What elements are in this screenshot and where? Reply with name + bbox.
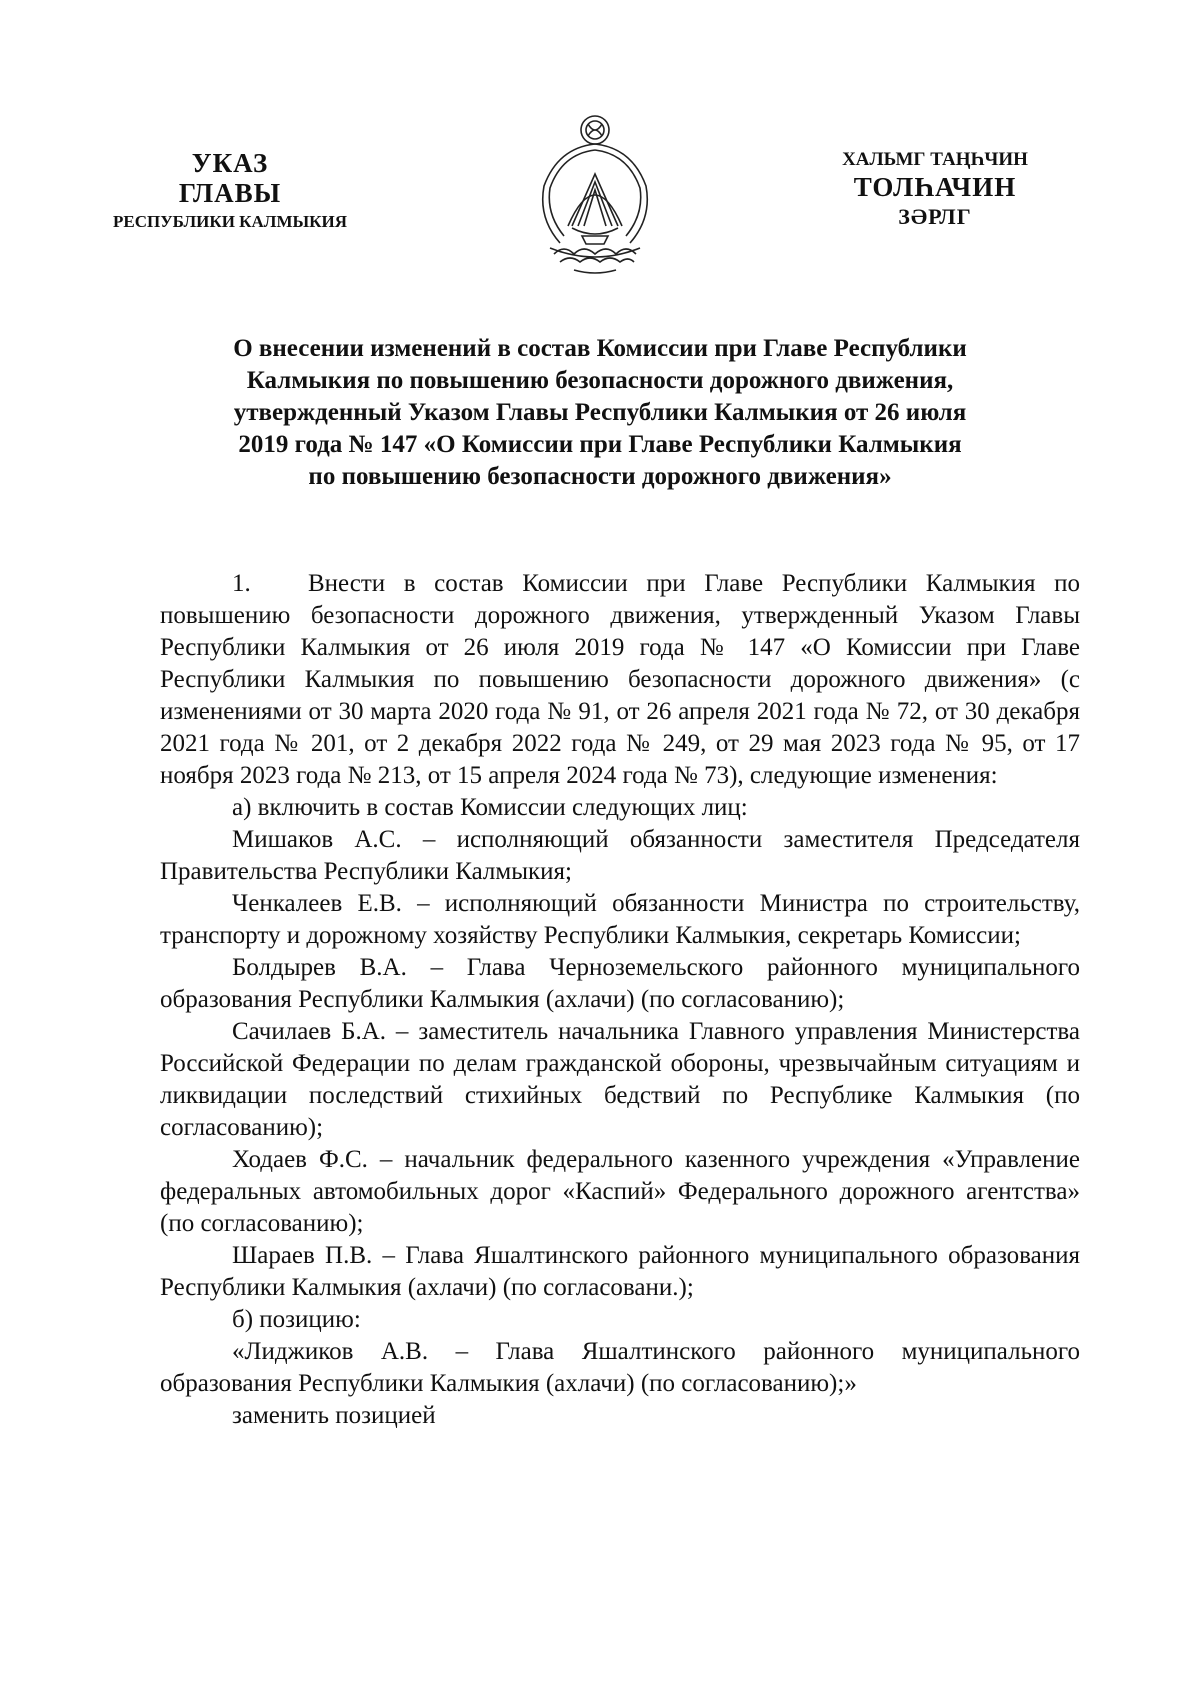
member-entry: Ходаев Ф.С. – начальник федерального казенного учреждения «Управление федеральных автомобильных дорог «Каспий» Федерального дорожного агентства» (по согласованию); bbox=[160, 1146, 1080, 1237]
item-1-text: Внести в состав Комиссии при Главе Республики Калмыкия по повышению безопасности дорожного движения, утвержденный Указом Главы Республики Калмыкия от 26 июля 2019 года № 147 «О Комиссии при Главе Республики Калмыкия по повышению безопасности дорожного движения» (с изменениями от 30 марта 2020 года № 91, от 26 апреля 2021 года № 72, от 30 декабря 2021 года № 201, от 2 декабря 2022 года № 249, от 29 мая 2023 года № 95, от 17 ноября 2023 года № 213, от 15 апреля 2024 года № 73), следующие изменения: bbox=[160, 570, 1080, 789]
header-right-line1: ХАЛЬМГ ТАҢҺЧИН bbox=[842, 149, 1028, 170]
kalmykia-coat-of-arms-icon bbox=[520, 108, 670, 276]
member-entry: Ченкалеев Е.В. – исполняющий обязанности Министра по строительству, транспорту и дорожному хозяйству Республики Калмыкия, секретарь Комиссии; bbox=[160, 890, 1080, 949]
header-right bbox=[815, 148, 1055, 231]
header-left-title: УКАЗ bbox=[191, 148, 269, 178]
title-line: 2019 года № 147 «О Комиссии при Главе Республики Калмыкия bbox=[238, 431, 962, 458]
header-left bbox=[60, 148, 400, 232]
member-entry: Болдырев В.А. – Глава Черноземельского районного муниципального образования Республики Калмыкия (ахлачи) (по согласованию); bbox=[160, 954, 1080, 1013]
member-entry: Шараев П.В. – Глава Яшалтинского районного муниципального образования Республики Калмыкия (ахлачи) (по согласовани.); bbox=[160, 1242, 1080, 1301]
header-left-republic: РЕСПУБЛИКИ КАЛМЫКИЯ bbox=[112, 212, 348, 232]
header-right-line3: ЗӘРЛГ bbox=[898, 204, 972, 230]
quoted-position: «Лиджиков А.В. – Глава Яшалтинского районного муниципального образования Республики Калмыкия (ахлачи) (по согласованию);» bbox=[160, 1338, 1080, 1397]
decree-title bbox=[150, 333, 1050, 493]
sub-item-a: а) включить в состав Комиссии следующих лиц: bbox=[232, 794, 748, 821]
item-1-number: 1. bbox=[232, 570, 251, 597]
item-1 bbox=[160, 568, 1080, 792]
header-right-line2: ТОЛҺАЧИН bbox=[853, 172, 1017, 203]
member-entry: Сачилаев Б.А. – заместитель начальника Главного управления Министерства Российской Федерации по делам гражданской обороны, чрезвычайным ситуациям и ликвидации последствий стихийных бедствий по Республике Калмыкия (по согласованию); bbox=[160, 1018, 1080, 1141]
title-line: по повышению безопасности дорожного движения» bbox=[308, 463, 892, 490]
decree-body bbox=[160, 568, 1080, 1432]
member-entry: Мишаков А.С. – исполняющий обязанности заместителя Председателя Правительства Республики Калмыкия; bbox=[160, 826, 1080, 885]
sub-item-b: б) позицию: bbox=[232, 1306, 361, 1333]
title-line: О внесении изменений в состав Комиссии при Главе Республики bbox=[233, 335, 967, 362]
header-left-subtitle: ГЛАВЫ bbox=[178, 178, 282, 209]
title-line: утвержденный Указом Главы Республики Калмыкия от 26 июля bbox=[233, 399, 967, 426]
title-line: Калмыкия по повышению безопасности дорожного движения, bbox=[246, 367, 954, 394]
replace-text: заменить позицией bbox=[232, 1402, 436, 1429]
